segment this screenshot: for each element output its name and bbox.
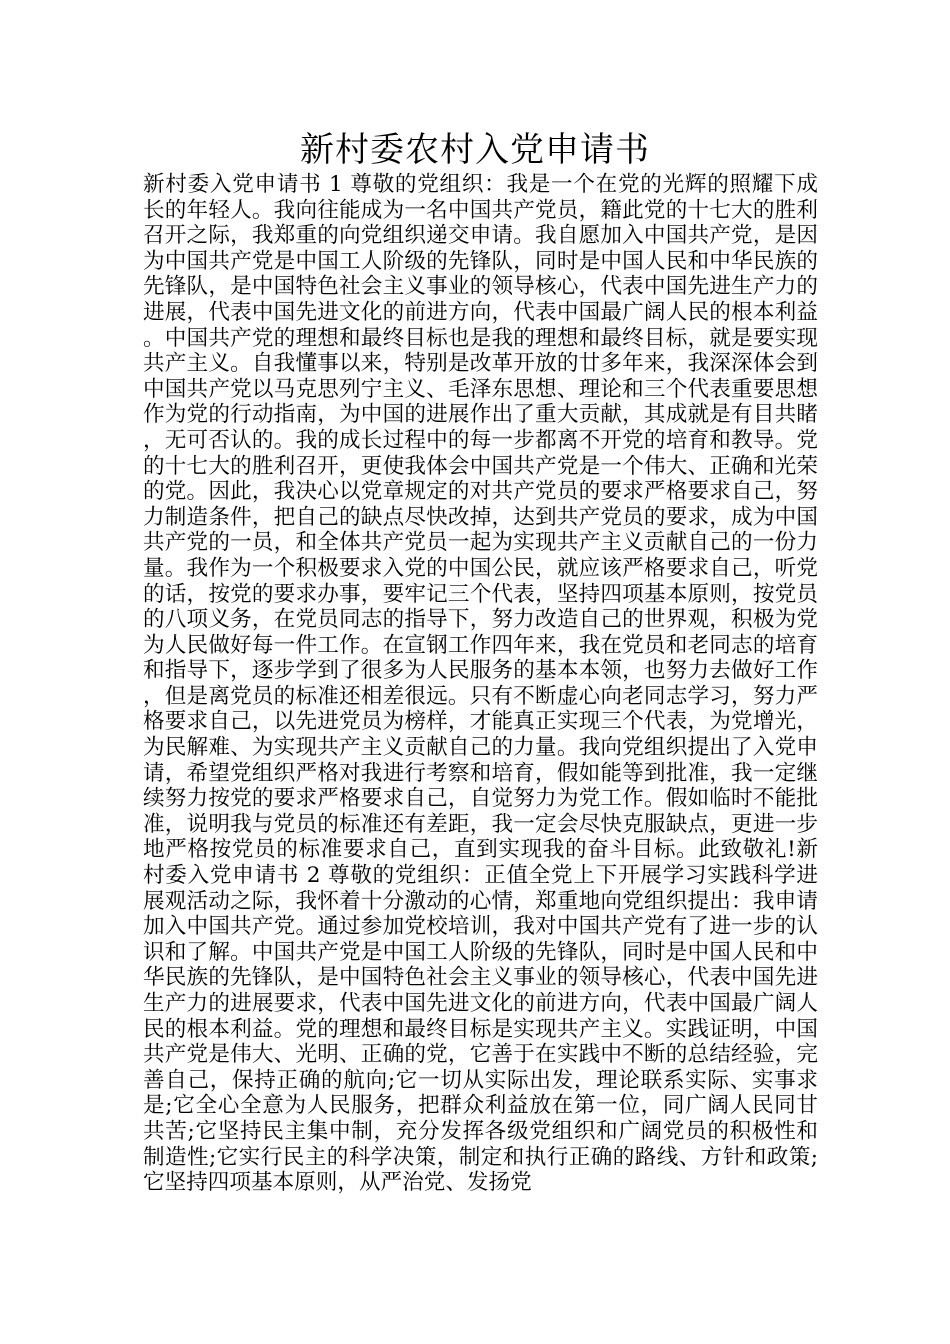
document-title: 新村委农村入党申请书 — [300, 130, 650, 170]
document-body: 新村委入党申请书 1 尊敬的党组织：我是一个在党的光辉的照耀下成长的年轻人。我向往能成为一名中国共产党员，籍此党的十七大的胜利召开之际，我郑重的向党组织递交申请。我自愿加入中国共产党，是因为中国共产党是中国工人阶级的先锋队，同时是中国人民和中华民族的先锋队，是中国特色社会主义事业的领导核心，代表中国先进生产力的进展，代表中国先进文化的前进方向，代表中国最广阔人民的根本利益。中国共产党的理想和最终目标也是我的理想和最终目标，就是要实现共产主义。自我懂事以来，特别是改革开放的廿多年来，我深深体会到中国共产党以马克思列宁主义、毛泽东思想、理论和三个代表重要思想作为党的行动指南，为中国的进展作出了重大贡献，其成就是有目共睹，无可否认的。我的成长过程中的每一步都离不开党的培育和教导。党的十七大的胜利召开，更使我体会中国共产党是一个伟大、正确和光荣的党。因此，我决心以党章规定的对共产党员的要求严格要求自己，努力制造条件，把自己的缺点尽快改掉，达到共产党员的要求，成为中国共产党的一员，和全体共产党员一起为实现共产主义贡献自己的一份力量。我作为一个积极要求入党的中国公民，就应该严格要求自己，听党的话，按党的要求办事，要牢记三个代表，坚持四项基本原则，按党员的八项义务，在党员同志的指导下，努力改造自己的世界观，积极为党为人民做好每一件工作。在宣钢工作四年来，我在党员和老同志的培育和指导下，逐步学到了很多为人民服务的基本本领，也努力去做好工作，但是离党员的标准还相差很远。只有不断虚心向老同志学习，努力严格要求自己，以先进党员为榜样，才能真正实现三个代表，为党增光，为民解难、为实现共产主义贡献自己的力量。我向党组织提出了入党申请，希望党组织严格对我进行考察和培育，假如能等到批准，我一定继续努力按党的要求严格要求自己，自觉努力为党工作。假如临时不能批准，说明我与党员的标准还有差距，我一定会尽快克服缺点，更进一步地严格按党员的标准要求自己，直到实现我的奋斗目标。此致敬礼!新村委入党申请书 2 尊敬的党组织：正值全党上下开展学习实践科学进展观活动之际，我怀着十分激动的心情，郑重地向党组织提出：我申请加入中国共产党。通过参加党校培训，我对中国共产党有了进一步的认识和了解。中国共产党是中国工人阶级的先锋队，同时是中国人民和中华民族的先锋队，是中国特色社会主义事业的领导核心，代表中国先进生产力的进展要求，代表中国先进文化的前进方向，代表中国最广阔人民的根本利益。党的理想和最终目标是实现共产主义。实践证明，中国共产党是伟大、光明、正确的党，它善于在实践中不断的总结经验，完善自己，保持正确的航向;它一切从实际出发，理论联系实际、实事求是;它全心全意为人民服务，把群众利益放在第一位，同广阔人民同甘共苦;它坚持民主集中制，充分发挥各级党组织和广阔党员的积极性和制造性;它实行民主的科学决策，制定和执行正确的路线、方针和政策;它坚持四项基本原则，从严治党、发扬党 — [143, 172, 818, 1196]
